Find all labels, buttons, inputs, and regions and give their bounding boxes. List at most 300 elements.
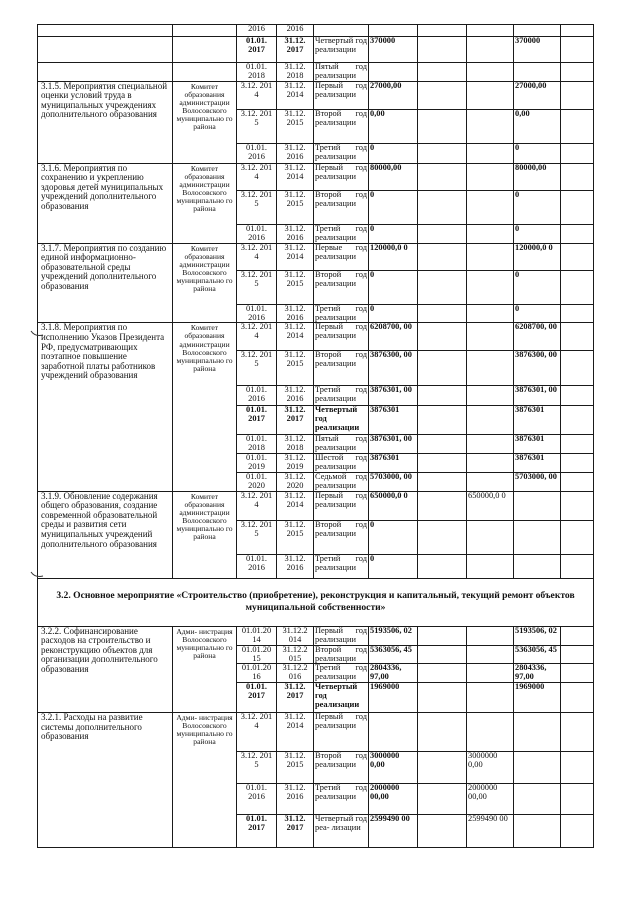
- regional-budget-cell: [467, 554, 514, 578]
- end-date-cell: 31.12. 2016: [277, 784, 314, 815]
- other-source-cell: [561, 190, 594, 224]
- local-budget-cell: 5193506, 02: [514, 626, 561, 645]
- end-date-cell: 31.12. 2016: [277, 554, 314, 578]
- total-amount-cell: 3000000 0,00: [369, 752, 418, 784]
- executor-text: Комитет образования администрации Волосовского муниципально го района: [176, 243, 233, 293]
- total-amount-cell: 0: [369, 520, 418, 554]
- other-source-cell: [561, 491, 594, 520]
- section-row-group: [38, 578, 594, 626]
- implementation-year-text: Седьмой год реализации: [315, 472, 367, 490]
- end-date-cell: 31.12. 2017: [277, 37, 314, 63]
- total-amount-cell: 27000,00: [369, 81, 418, 109]
- start-date-cell: 2016: [237, 25, 277, 37]
- regional-budget-cell: 2599490 00: [467, 815, 514, 848]
- start-date-cell: 01.01. 2018: [237, 435, 277, 454]
- section-header-row: [38, 578, 594, 626]
- other-source-cell: [561, 386, 594, 406]
- executor-cell: [173, 163, 237, 243]
- implementation-year-text: Второй год реализации: [315, 270, 367, 288]
- other-source-cell: [561, 454, 594, 473]
- regional-budget-cell: [467, 224, 514, 243]
- other-source-cell: [561, 784, 594, 815]
- other-source-cell: [561, 435, 594, 454]
- executor-cell: [173, 491, 237, 578]
- implementation-year-cell: [314, 81, 369, 109]
- start-date-cell: 01.01. 2017: [237, 815, 277, 848]
- implementation-year-text: Второй год реализации: [315, 350, 367, 369]
- federal-budget-cell: [418, 25, 467, 37]
- document-page: [37, 24, 593, 848]
- total-amount-cell: 1969000: [369, 683, 418, 713]
- other-source-cell: [561, 351, 594, 386]
- end-date-cell: 31.12.2 016: [277, 664, 314, 683]
- regional-budget-cell: [467, 304, 514, 323]
- implementation-year-cell: [314, 683, 369, 713]
- executor-cell: [173, 323, 237, 491]
- regional-budget-cell: [467, 81, 514, 109]
- table-row: [38, 491, 594, 520]
- start-date-cell: 01.01. 2017: [237, 406, 277, 435]
- implementation-year-text: Пятый год реализации: [315, 62, 367, 80]
- executor-text: Комитет образования администрации Волосовского муниципально го района: [176, 81, 233, 132]
- end-date-cell: 31.12. 2018: [277, 435, 314, 454]
- local-budget-cell: [514, 491, 561, 520]
- federal-budget-cell: [418, 683, 467, 713]
- start-date-cell: 01.01. 2016: [237, 386, 277, 406]
- local-budget-cell: 0: [514, 143, 561, 163]
- local-budget-cell: 3876300, 00: [514, 351, 561, 386]
- total-amount-cell: 370000: [369, 37, 418, 63]
- activity-cell: 3.1.8. Мероприятия по исполнению Указов Президента РФ, предусматривающих поэтапное повышение заработной платы работников учреждений образования: [38, 323, 173, 491]
- other-source-cell: [561, 554, 594, 578]
- start-date-cell: 3.12. 201 4: [237, 713, 277, 752]
- executor-cell: [173, 81, 237, 163]
- implementation-year-cell: [314, 190, 369, 224]
- federal-budget-cell: [418, 784, 467, 815]
- federal-budget-cell: [418, 645, 467, 664]
- activity-cell: 3.1.7. Мероприятия по созданию единой информационно-образовательной среды учреждений дополнительного образования: [38, 243, 173, 323]
- executor-text: Адми- нистрация Волосовского муниципально го района: [176, 713, 233, 747]
- regional-budget-cell: [467, 406, 514, 435]
- implementation-year-text: Третий год реализации: [315, 304, 367, 322]
- implementation-year-cell: [314, 664, 369, 683]
- total-amount-cell: 5703000, 00: [369, 473, 418, 492]
- federal-budget-cell: [418, 37, 467, 63]
- federal-budget-cell: [418, 473, 467, 492]
- implementation-year-cell: [314, 473, 369, 492]
- implementation-year-cell: [314, 752, 369, 784]
- implementation-year-cell: [314, 713, 369, 752]
- other-source-cell: [561, 815, 594, 848]
- implementation-year-cell: [314, 626, 369, 645]
- implementation-year-cell: [314, 491, 369, 520]
- federal-budget-cell: [418, 163, 467, 190]
- start-date-cell: 3.12. 201 4: [237, 243, 277, 270]
- local-budget-cell: 2804336, 97,00: [514, 664, 561, 683]
- end-date-cell: 31.12. 2014: [277, 491, 314, 520]
- executor-text: Комитет образования администрации Волосовского муниципально го района: [176, 163, 233, 214]
- other-source-cell: [561, 645, 594, 664]
- start-date-cell: 01.01. 2016: [237, 554, 277, 578]
- total-amount-cell: 6208700, 00: [369, 323, 418, 351]
- table-row: [38, 25, 594, 37]
- local-budget-cell: [514, 63, 561, 82]
- local-budget-cell: 3876301, 00: [514, 386, 561, 406]
- implementation-year-text: Четвертый год реализации: [315, 682, 360, 710]
- local-budget-cell: 3876301: [514, 454, 561, 473]
- local-budget-cell: 0: [514, 270, 561, 304]
- local-budget-cell: 3876301: [514, 406, 561, 435]
- implementation-year-text: Пятый год реализации: [315, 434, 367, 453]
- total-amount-cell: 3876301, 00: [369, 386, 418, 406]
- implementation-year-cell: [314, 406, 369, 435]
- total-amount-cell: 0,00: [369, 109, 418, 143]
- local-budget-cell: [514, 815, 561, 848]
- total-amount-cell: 3876301: [369, 406, 418, 435]
- total-amount-cell: 650000,0 0: [369, 491, 418, 520]
- implementation-year-cell: [314, 784, 369, 815]
- end-date-cell: 31.12. 2014: [277, 163, 314, 190]
- activity-cell: 3.1.6. Мероприятия по сохранению и укреплению здоровья детей муниципальных учреждений дополнительного образования: [38, 163, 173, 243]
- total-amount-cell: 3876301, 00: [369, 435, 418, 454]
- end-date-cell: 31.12. 2016: [277, 304, 314, 323]
- total-amount-cell: 0: [369, 554, 418, 578]
- end-date-cell: 31.12. 2015: [277, 109, 314, 143]
- other-source-cell: [561, 406, 594, 435]
- regional-budget-cell: [467, 323, 514, 351]
- start-date-cell: 3.12. 201 5: [237, 520, 277, 554]
- activity-cell: 3.2.1. Расходы на развитие системы дополнительного образования: [38, 713, 173, 848]
- regional-budget-cell: [467, 435, 514, 454]
- activity-cell: 3.1.5. Мероприятия специальной оценки условий труда в муниципальных учреждениях дополнительного образования: [38, 81, 173, 163]
- activity-cell: 3.2.2. Софинансирование расходов на строительство и реконструкцию объектов для организации дополнительного образования: [38, 626, 173, 712]
- regional-budget-cell: [467, 190, 514, 224]
- total-amount-cell: 2804336, 97,00: [369, 664, 418, 683]
- regional-budget-cell: [467, 351, 514, 386]
- start-date-cell: 01.01. 2018: [237, 63, 277, 82]
- federal-budget-cell: [418, 386, 467, 406]
- regional-budget-cell: [467, 243, 514, 270]
- federal-budget-cell: [418, 664, 467, 683]
- local-budget-cell: [514, 784, 561, 815]
- section-title: 3.2. Основное мероприятие «Строительство (приобретение), реконструкция и капитальный, текущий ремонт объектов муниципальной собственности»: [38, 578, 594, 626]
- federal-budget-cell: [418, 520, 467, 554]
- margin-bracket-mark: [30, 570, 44, 580]
- other-source-cell: [561, 473, 594, 492]
- regional-budget-cell: [467, 37, 514, 63]
- federal-budget-cell: [418, 454, 467, 473]
- implementation-year-cell: [314, 645, 369, 664]
- start-date-cell: 3.12. 201 4: [237, 163, 277, 190]
- start-date-cell: 01.01. 2017: [237, 37, 277, 63]
- local-budget-cell: [514, 554, 561, 578]
- federal-budget-cell: [418, 491, 467, 520]
- start-date-cell: 3.12. 201 5: [237, 270, 277, 304]
- regional-budget-cell: [467, 645, 514, 664]
- total-amount-cell: 0: [369, 270, 418, 304]
- end-date-cell: 31.12. 2020: [277, 473, 314, 492]
- program-table: [37, 24, 594, 848]
- total-amount-cell: 5363056, 45: [369, 645, 418, 664]
- federal-budget-cell: [418, 752, 467, 784]
- executor-cell: [173, 25, 237, 37]
- end-date-cell: 31.12.2 014: [277, 626, 314, 645]
- federal-budget-cell: [418, 143, 467, 163]
- local-budget-cell: [514, 752, 561, 784]
- table-row: [38, 323, 594, 351]
- implementation-year-cell: [314, 25, 369, 37]
- total-amount-cell: 2000000 00,00: [369, 784, 418, 815]
- end-date-cell: 31.12. 2015: [277, 520, 314, 554]
- table-row: [38, 63, 594, 82]
- implementation-year-cell: [314, 815, 369, 848]
- end-date-cell: 31.12. 2018: [277, 63, 314, 82]
- end-date-cell: 31.12. 2015: [277, 270, 314, 304]
- start-date-cell: 01.01. 2016: [237, 143, 277, 163]
- other-source-cell: [561, 626, 594, 645]
- other-source-cell: [561, 520, 594, 554]
- implementation-year-text: Шестой год реализации: [315, 453, 367, 472]
- table-row: [38, 81, 594, 109]
- start-date-cell: 01.01. 2017: [237, 683, 277, 713]
- end-date-cell: 31.12. 2016: [277, 143, 314, 163]
- other-source-cell: [561, 81, 594, 109]
- start-date-cell: 01.01. 2020: [237, 473, 277, 492]
- implementation-year-text: Третий год реализации: [315, 783, 367, 802]
- other-source-cell: [561, 713, 594, 752]
- federal-budget-cell: [418, 713, 467, 752]
- activity-cell: [38, 63, 173, 82]
- other-source-cell: [561, 63, 594, 82]
- total-amount-cell: 3876301: [369, 454, 418, 473]
- local-budget-cell: [514, 520, 561, 554]
- start-date-cell: 01.01.20 14: [237, 626, 277, 645]
- executor-text: Комитет образования администрации Волосовского муниципально го района: [176, 323, 233, 373]
- implementation-year-text: Первый год реализации: [315, 491, 367, 509]
- start-date-cell: 3.12. 201 5: [237, 752, 277, 784]
- federal-budget-cell: [418, 109, 467, 143]
- implementation-year-text: Третий год реализации: [315, 224, 367, 242]
- total-amount-cell: 120000,0 0: [369, 243, 418, 270]
- local-budget-cell: 5363056, 45: [514, 645, 561, 664]
- implementation-year-cell: [314, 351, 369, 386]
- implementation-year-cell: [314, 109, 369, 143]
- activity-cell: [38, 25, 173, 37]
- other-source-cell: [561, 163, 594, 190]
- regional-budget-cell: [467, 713, 514, 752]
- implementation-year-text: Первый год реализации: [315, 626, 367, 644]
- federal-budget-cell: [418, 406, 467, 435]
- local-budget-cell: 370000: [514, 37, 561, 63]
- margin-bracket-mark: [30, 329, 44, 339]
- federal-budget-cell: [418, 243, 467, 270]
- implementation-year-text: Четвертый год реа- лизации: [315, 814, 367, 833]
- implementation-year-cell: [314, 454, 369, 473]
- total-amount-cell: [369, 25, 418, 37]
- executor-text: Адми- нистрация Волосовского муниципально го района: [176, 626, 233, 660]
- table-body-top: [38, 25, 594, 579]
- regional-budget-cell: [467, 473, 514, 492]
- other-source-cell: [561, 323, 594, 351]
- implementation-year-cell: [314, 270, 369, 304]
- implementation-year-text: Первые год реализации: [315, 243, 367, 261]
- regional-budget-cell: [467, 143, 514, 163]
- total-amount-cell: 0: [369, 304, 418, 323]
- table-row: [38, 626, 594, 645]
- table-body-bottom: [38, 626, 594, 847]
- other-source-cell: [561, 224, 594, 243]
- regional-budget-cell: [467, 25, 514, 37]
- local-budget-cell: 0: [514, 224, 561, 243]
- start-date-cell: 01.01.20 16: [237, 664, 277, 683]
- start-date-cell: 3.12. 201 4: [237, 323, 277, 351]
- local-budget-cell: [514, 713, 561, 752]
- end-date-cell: 31.12. 2015: [277, 351, 314, 386]
- implementation-year-text: Первый год реализации: [315, 163, 367, 181]
- implementation-year-text: Второй год реализации: [315, 190, 367, 208]
- end-date-cell: 31.12. 2016: [277, 224, 314, 243]
- executor-cell: [173, 243, 237, 323]
- implementation-year-text: Третий год реализации: [315, 385, 367, 404]
- regional-budget-cell: [467, 520, 514, 554]
- regional-budget-cell: [467, 683, 514, 713]
- total-amount-cell: 3876300, 00: [369, 351, 418, 386]
- other-source-cell: [561, 25, 594, 37]
- implementation-year-text: Четвертый год реализации: [315, 36, 367, 54]
- end-date-cell: 31.12. 2014: [277, 323, 314, 351]
- federal-budget-cell: [418, 435, 467, 454]
- start-date-cell: 01.01. 2019: [237, 454, 277, 473]
- federal-budget-cell: [418, 81, 467, 109]
- end-date-cell: 31.12. 2015: [277, 752, 314, 784]
- total-amount-cell: 0: [369, 143, 418, 163]
- local-budget-cell: 0,00: [514, 109, 561, 143]
- implementation-year-cell: [314, 224, 369, 243]
- local-budget-cell: 80000,00: [514, 163, 561, 190]
- implementation-year-text: Второй год реализации: [315, 520, 367, 538]
- total-amount-cell: 0: [369, 190, 418, 224]
- other-source-cell: [561, 143, 594, 163]
- end-date-cell: 31.12. 2016: [277, 386, 314, 406]
- total-amount-cell: [369, 63, 418, 82]
- federal-budget-cell: [418, 304, 467, 323]
- total-amount-cell: 5193506, 02: [369, 626, 418, 645]
- federal-budget-cell: [418, 190, 467, 224]
- other-source-cell: [561, 109, 594, 143]
- start-date-cell: 3.12. 201 4: [237, 81, 277, 109]
- executor-text: Комитет образования администрации Волосовского муниципально го района: [176, 491, 233, 542]
- start-date-cell: 01.01.20 15: [237, 645, 277, 664]
- implementation-year-text: Первый год реализации: [315, 712, 367, 731]
- end-date-cell: 31.12. 2015: [277, 190, 314, 224]
- other-source-cell: [561, 752, 594, 784]
- other-source-cell: [561, 37, 594, 63]
- local-budget-cell: 27000,00: [514, 81, 561, 109]
- implementation-year-cell: [314, 243, 369, 270]
- other-source-cell: [561, 270, 594, 304]
- regional-budget-cell: [467, 109, 514, 143]
- local-budget-cell: 0: [514, 190, 561, 224]
- end-date-cell: 31.12. 2014: [277, 243, 314, 270]
- implementation-year-text: Первый год реализации: [315, 322, 367, 341]
- start-date-cell: 01.01. 2016: [237, 304, 277, 323]
- start-date-cell: 3.12. 201 5: [237, 109, 277, 143]
- implementation-year-cell: [314, 37, 369, 63]
- implementation-year-text: Второй год реализации: [315, 645, 367, 663]
- executor-cell: [173, 713, 237, 848]
- start-date-cell: 3.12. 201 4: [237, 491, 277, 520]
- start-date-cell: 01.01. 2016: [237, 784, 277, 815]
- end-date-cell: 31.12. 2014: [277, 713, 314, 752]
- implementation-year-text: Второй год реализации: [315, 751, 367, 770]
- federal-budget-cell: [418, 224, 467, 243]
- federal-budget-cell: [418, 626, 467, 645]
- end-date-cell: 2016: [277, 25, 314, 37]
- end-date-cell: 31.12. 2017: [277, 683, 314, 713]
- implementation-year-text: Первый год реализации: [315, 81, 367, 99]
- implementation-year-cell: [314, 63, 369, 82]
- start-date-cell: 3.12. 201 5: [237, 190, 277, 224]
- regional-budget-cell: [467, 626, 514, 645]
- other-source-cell: [561, 243, 594, 270]
- other-source-cell: [561, 664, 594, 683]
- total-amount-cell: [369, 713, 418, 752]
- implementation-year-text: Третий год реализации: [315, 554, 367, 572]
- local-budget-cell: [514, 25, 561, 37]
- regional-budget-cell: [467, 163, 514, 190]
- activity-cell: 3.1.9. Обновление содержания общего образования, создание современной образовательной среды и развития сети муниципальных учреждений дополнительного образования: [38, 491, 173, 578]
- other-source-cell: [561, 304, 594, 323]
- local-budget-cell: 120000,0 0: [514, 243, 561, 270]
- federal-budget-cell: [418, 63, 467, 82]
- regional-budget-cell: [467, 63, 514, 82]
- implementation-year-text: Третий год реализации: [315, 663, 367, 682]
- table-row: [38, 243, 594, 270]
- executor-cell: [173, 63, 237, 82]
- implementation-year-cell: [314, 163, 369, 190]
- regional-budget-cell: 2000000 00,00: [467, 784, 514, 815]
- federal-budget-cell: [418, 270, 467, 304]
- federal-budget-cell: [418, 351, 467, 386]
- implementation-year-text: Третий год реализации: [315, 143, 367, 161]
- federal-budget-cell: [418, 323, 467, 351]
- implementation-year-cell: [314, 435, 369, 454]
- implementation-year-cell: [314, 554, 369, 578]
- implementation-year-cell: [314, 323, 369, 351]
- implementation-year-cell: [314, 520, 369, 554]
- implementation-year-cell: [314, 386, 369, 406]
- implementation-year-cell: [314, 143, 369, 163]
- activity-cell: [38, 37, 173, 63]
- end-date-cell: 31.12.2 015: [277, 645, 314, 664]
- total-amount-cell: 80000,00: [369, 163, 418, 190]
- table-row: [38, 713, 594, 752]
- end-date-cell: 31.12. 2017: [277, 406, 314, 435]
- implementation-year-text: Второй год реализации: [315, 109, 367, 127]
- local-budget-cell: 0: [514, 304, 561, 323]
- table-row: [38, 37, 594, 63]
- executor-cell: [173, 37, 237, 63]
- implementation-year-text: Четвертый год реализации: [315, 405, 360, 433]
- federal-budget-cell: [418, 815, 467, 848]
- implementation-year-cell: [314, 304, 369, 323]
- regional-budget-cell: [467, 270, 514, 304]
- start-date-cell: 01.01. 2016: [237, 224, 277, 243]
- regional-budget-cell: [467, 664, 514, 683]
- local-budget-cell: 5703000, 00: [514, 473, 561, 492]
- regional-budget-cell: 3000000 0,00: [467, 752, 514, 784]
- regional-budget-cell: [467, 386, 514, 406]
